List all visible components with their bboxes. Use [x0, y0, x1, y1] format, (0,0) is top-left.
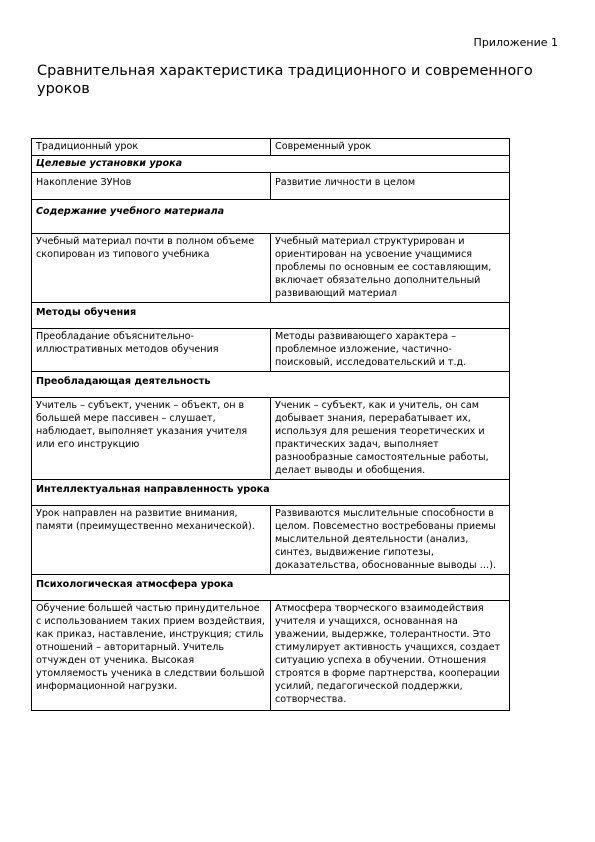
modern-cell: Методы развивающего характера – проблемное изложение, частично-поисковый, исследовательский и т.д. — [271, 329, 510, 372]
section-title: Психологическая атмосфера урока — [32, 575, 510, 601]
modern-cell: Развиваются мыслительные способности в целом. Повсеместно востребованы приемы мыслительной деятельности (анализ, синтез, выдвижение гипотезы, доказательства, обоснованные выводы …). — [271, 506, 510, 575]
section-title: Содержание учебного материала — [32, 200, 510, 234]
modern-cell: Атмосфера творческого взаимодействия учителя и учащихся, основанная на уважении, выдержке, толерантности. Это стимулирует активность учащихся, создает ситуацию успеха в обучении. Отношения строятся в форме партнерства, кооперации усилий, педагогической поддержки, сотворчества. — [271, 601, 510, 711]
table-row — [32, 601, 510, 711]
section-title: Целевые установки урока — [32, 156, 510, 173]
table-row — [32, 329, 510, 372]
table-row — [32, 506, 510, 575]
header-modern: Современный урок — [271, 139, 510, 156]
traditional-cell: Преобладание объяснительно-иллюстративных методов обучения — [32, 329, 271, 372]
modern-cell: Учебный материал структурирован и ориентирован на усвоение учащимися проблемы по основным ее составляющим, включает обязательно дополнительный развивающий материал — [271, 234, 510, 303]
traditional-cell: Учебный материал почти в полном объеме скопирован из типового учебника — [32, 234, 271, 303]
section-title: Преобладающая деятельность — [32, 372, 510, 398]
table-row — [32, 398, 510, 480]
table-header-row — [32, 139, 510, 156]
header-traditional: Традиционный урок — [32, 139, 271, 156]
section-methods-row — [32, 303, 510, 329]
traditional-cell: Накопление ЗУНов — [32, 173, 271, 200]
section-title: Интеллектуальная направленность урока — [32, 480, 510, 506]
section-intellect-row — [32, 480, 510, 506]
traditional-cell: Урок направлен на развитие внимания, памяти (преимущественно механической). — [32, 506, 271, 575]
comparison-table — [31, 138, 510, 711]
traditional-cell: Учитель – субъект, ученик – объект, он в большей мере пассивен – слушает, наблюдает, выполняет указания учителя или его инструкцию — [32, 398, 271, 480]
section-atmosphere-row — [32, 575, 510, 601]
traditional-cell: Обучение большей частью принудительное с использованием таких прием воздействия, как приказ, наставление, инструкция; стиль отношений – авторитарный. Учитель отчужден от ученика. Высокая утомляемость ученика в следствии большой информационной нагрузки. — [32, 601, 271, 711]
modern-cell: Ученик – субъект, как и учитель, он сам добывает знания, перерабатывает их, используя для решения теоретических и практических задач, выполняет разнообразные самостоятельные работы, делает выводы и обобщения. — [271, 398, 510, 480]
section-title: Методы обучения — [32, 303, 510, 329]
section-activity-row — [32, 372, 510, 398]
table-row — [32, 234, 510, 303]
appendix-label: Приложение 1 — [473, 36, 558, 49]
section-goals-row — [32, 156, 510, 173]
table-row — [32, 173, 510, 200]
modern-cell: Развитие личности в целом — [271, 173, 510, 200]
section-content-row — [32, 200, 510, 234]
document-title: Сравнительная характеристика традиционного и современного уроков — [37, 63, 533, 97]
